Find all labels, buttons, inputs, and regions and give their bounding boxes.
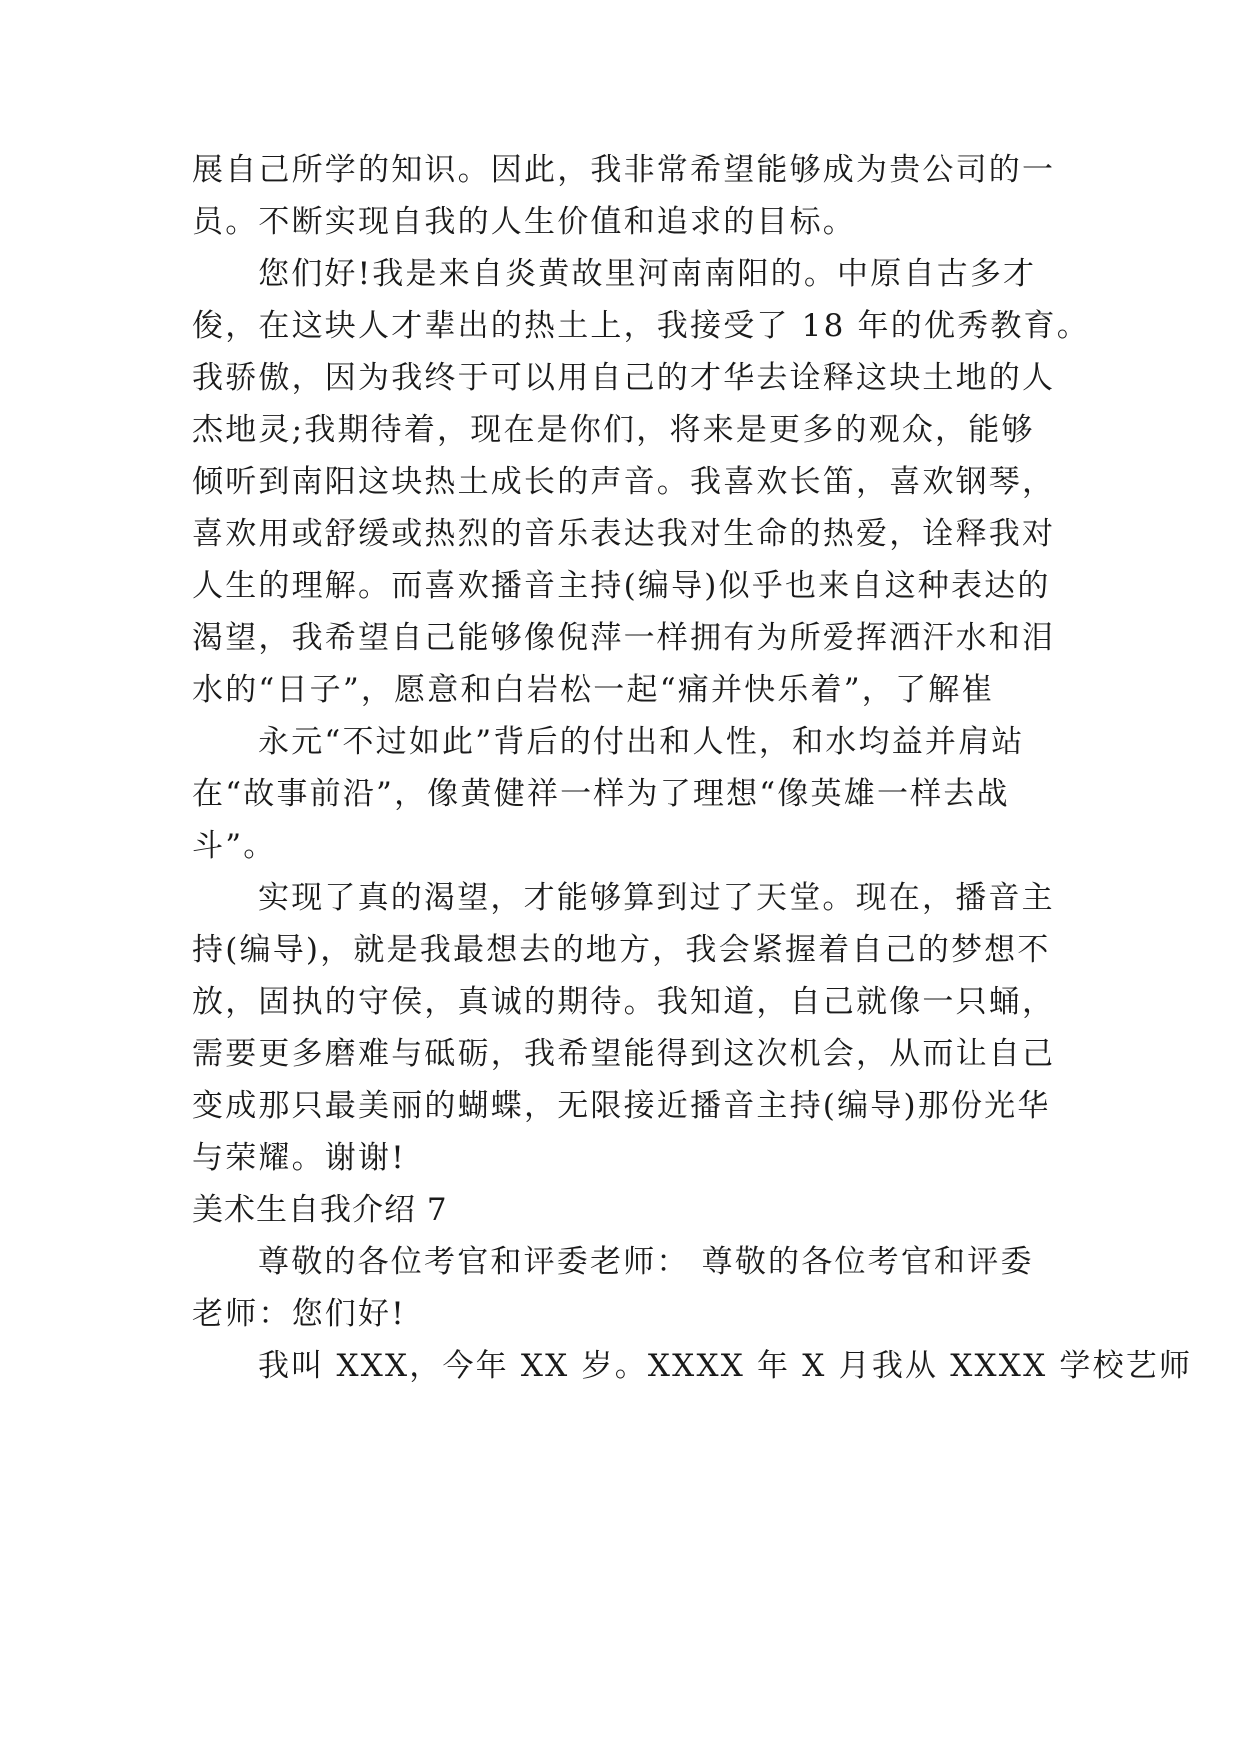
text-line: 渴望，我希望自己能够像倪萍一样拥有为所爱挥洒汗水和泪 bbox=[192, 620, 1056, 656]
text-line: 在“故事前沿”，像黄健祥一样为了理想“像英雄一样去战 bbox=[192, 776, 1010, 812]
paragraph-start-line: 我叫 XXX，今年 XX 岁。XXXX 年 X 月我从 XXXX 学校艺师 bbox=[258, 1348, 1193, 1384]
text-line: 人生的理解。而喜欢播音主持(编导)似乎也来自这种表达的 bbox=[192, 568, 1051, 604]
paragraph-start-line: 尊敬的各位考官和评委老师： 尊敬的各位考官和评委 bbox=[258, 1244, 1034, 1280]
text-line: 变成那只最美丽的蝴蝶，无限接近播音主持(编导)那份光华 bbox=[192, 1088, 1051, 1124]
section-heading: 美术生自我介绍 7 bbox=[192, 1192, 448, 1228]
text-line: 喜欢用或舒缓或热烈的音乐表达我对生命的热爱，诠释我对 bbox=[192, 516, 1056, 552]
text-line: 倾听到南阳这块热土成长的声音。我喜欢长笛，喜欢钢琴， bbox=[192, 464, 1056, 500]
paragraph-start-line: 您们好!我是来自炎黄故里河南南阳的。中原自古多才 bbox=[258, 256, 1037, 292]
text-line: 我骄傲，因为我终于可以用自己的才华去诠释这块土地的人 bbox=[192, 360, 1056, 396]
text-line: 需要更多磨难与砥砺，我希望能得到这次机会，从而让自己 bbox=[192, 1036, 1056, 1072]
text-line: 老师：您们好! bbox=[192, 1296, 406, 1332]
text-line: 俊，在这块人才辈出的热土上，我接受了 18 年的优秀教育。 bbox=[192, 308, 1090, 344]
text-line: 斗”。 bbox=[192, 828, 277, 864]
text-line: 与荣耀。谢谢! bbox=[192, 1140, 406, 1176]
text-line: 员。不断实现自我的人生价值和追求的目标。 bbox=[192, 204, 856, 240]
text-line: 水的“日子”，愿意和白岩松一起“痛并快乐着”，了解崔 bbox=[192, 672, 995, 708]
text-line: 杰地灵;我期待着，现在是你们，将来是更多的观众，能够 bbox=[192, 412, 1035, 448]
paragraph-start-line: 实现了真的渴望，才能够算到过了天堂。现在，播音主 bbox=[258, 880, 1055, 916]
text-line: 放，固执的守侯，真诚的期待。我知道，自己就像一只蛹， bbox=[192, 984, 1056, 1020]
text-line: 持(编导)，就是我最想去的地方，我会紧握着自己的梦想不 bbox=[192, 932, 1051, 968]
text-line: 展自己所学的知识。因此，我非常希望能够成为贵公司的一 bbox=[192, 152, 1056, 188]
paragraph-start-line: 永元“不过如此”背后的付出和人性，和水均益并肩站 bbox=[258, 724, 1025, 760]
